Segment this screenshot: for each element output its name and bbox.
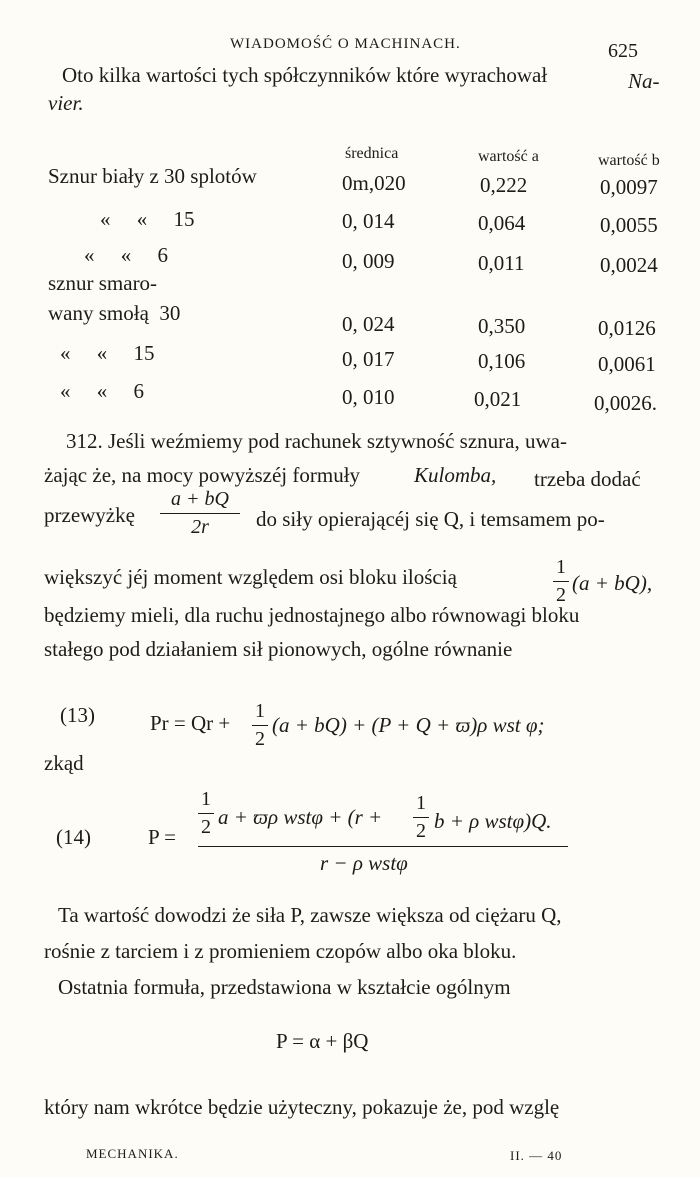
- table-cell-diameter: 0, 024: [342, 312, 395, 336]
- para-312-line-1: 312. Jeśli weźmiemy pod rachunek sztywność sznura, uwa-: [66, 429, 567, 453]
- fraction-one-half: [198, 788, 214, 839]
- col-header-a: wartość a: [478, 148, 539, 165]
- fraction-numerator: 1: [255, 700, 265, 722]
- para-312-line-3a: przewyżkę: [44, 503, 135, 527]
- table-cell-a: 0,064: [478, 211, 526, 235]
- fraction-bar: [252, 725, 268, 726]
- table-row-label: « « 15: [60, 341, 155, 365]
- table-cell-b: 0,0026.: [594, 391, 657, 415]
- table-cell-diameter: 0m,020: [342, 171, 406, 195]
- equation-14-label: (14): [56, 825, 91, 849]
- fraction-numerator: 1: [201, 788, 211, 810]
- table-cell-a: 0,011: [478, 251, 525, 275]
- table-cell-a: 0,350: [478, 314, 526, 338]
- table-cell-b: 0,0055: [600, 213, 658, 237]
- table-cell-b: 0,0061: [598, 352, 656, 376]
- intro-author-part1: Na-: [628, 69, 660, 93]
- para-312-line-2b: trzeba dodać: [534, 467, 641, 491]
- table-cell-diameter: 0, 009: [342, 249, 395, 273]
- table-cell-b: 0,0126: [598, 316, 656, 340]
- col-header-diameter: średnica: [345, 145, 399, 162]
- page-number: 625: [608, 40, 638, 62]
- table-cell-a: 0,106: [478, 349, 526, 373]
- equation-13-label: (13): [60, 703, 95, 727]
- intro-author-part2: vier.: [48, 91, 84, 115]
- fraction-bar: [198, 813, 214, 814]
- col-header-b: wartość b: [598, 152, 660, 169]
- fraction-one-half: [553, 556, 569, 607]
- running-header: WIADOMOŚĆ O MACHINACH.: [230, 36, 461, 52]
- footer-signature: MECHANIKA.: [86, 1146, 179, 1161]
- para-after-line-1: Ta wartość dowodzi że siła P, zawsze większa od ciężaru Q,: [58, 903, 562, 927]
- table-row-label-cont: wany smołą 30: [48, 301, 181, 325]
- fraction-bar: [160, 513, 240, 514]
- table-cell-diameter: 0, 010: [342, 385, 395, 409]
- para-312-line-4a: większyć jéj moment względem osi bloku ilością: [44, 565, 457, 589]
- para-after-line-3: Ostatnia formuła, przedstawiona w kształcie ogólnym: [58, 975, 511, 999]
- fraction-one-half: [252, 700, 268, 751]
- fraction-bar: [413, 817, 429, 818]
- fraction-numerator: 1: [556, 556, 566, 578]
- equation-14-fraction-bar: [198, 846, 568, 847]
- table-row-label: « « 6: [84, 243, 168, 267]
- table-cell-diameter: 0, 017: [342, 347, 395, 371]
- para-312-line-2a: żając że, na mocy powyższéj formuły: [44, 463, 361, 487]
- para-312-line-6: stałego pod działaniem sił pionowych, ogólne równanie: [44, 637, 513, 661]
- fraction-denominator: 2: [201, 816, 211, 838]
- table-row-label: sznur smaro-: [48, 271, 158, 295]
- table-row-label: Sznur biały z 30 splotów: [48, 164, 257, 188]
- fraction-denominator: 2r: [191, 516, 209, 538]
- equation-14-lhs: P =: [148, 825, 176, 849]
- equation-13-left: Pr = Qr +: [150, 711, 231, 735]
- fraction-one-half: [413, 792, 429, 843]
- fraction-denominator: 2: [416, 820, 426, 842]
- equation-general: P = α + βQ: [276, 1029, 369, 1053]
- table-cell-a: 0,021: [474, 387, 522, 411]
- para-312-line-3b: do siły opierającéj się Q, i temsamem po-: [256, 507, 605, 531]
- word-zkad: zkąd: [44, 751, 84, 775]
- intro-line-1: Oto kilka wartości tych spółczynników które wyrachował: [62, 63, 548, 87]
- last-line: który nam wkrótce będzie użyteczny, pokazuje że, pod wzglę: [44, 1095, 560, 1119]
- table-cell-a: 0,222: [480, 173, 528, 197]
- para-after-line-2: rośnie z tarciem i z promieniem czopów albo oka bloku.: [44, 939, 517, 963]
- table-cell-b: 0,0097: [600, 175, 658, 199]
- fraction-numerator: 1: [416, 792, 426, 814]
- fraction-numerator: a + bQ: [171, 488, 229, 510]
- fraction-denominator: 2: [556, 584, 566, 606]
- para-312-line-4b: (a + bQ),: [572, 571, 653, 595]
- para-312-line-5: będziemy mieli, dla ruchu jednostajnego albo równowagi bloku: [44, 603, 580, 627]
- fraction-bar: [553, 581, 569, 582]
- table-cell-b: 0,0024: [600, 253, 658, 277]
- table-cell-diameter: 0, 014: [342, 209, 395, 233]
- fraction-a-plus-bq-over-2r: [160, 488, 240, 539]
- footer-sheet-number: II. — 40: [510, 1148, 563, 1163]
- table-row-label: « « 6: [60, 379, 144, 403]
- fraction-denominator: 2: [255, 728, 265, 750]
- equation-14-numerator-part-2: b + ρ wstφ)Q.: [434, 809, 552, 833]
- equation-14-denominator: r − ρ wstφ: [320, 851, 408, 875]
- equation-13-right: (a + bQ) + (P + Q + ϖ)ρ wst φ;: [272, 713, 545, 737]
- table-row-label: « « 15: [100, 207, 195, 231]
- author-name-kulomba: Kulomba,: [414, 463, 497, 487]
- equation-14-numerator-part-1: a + ϖρ wstφ + (r +: [218, 805, 383, 829]
